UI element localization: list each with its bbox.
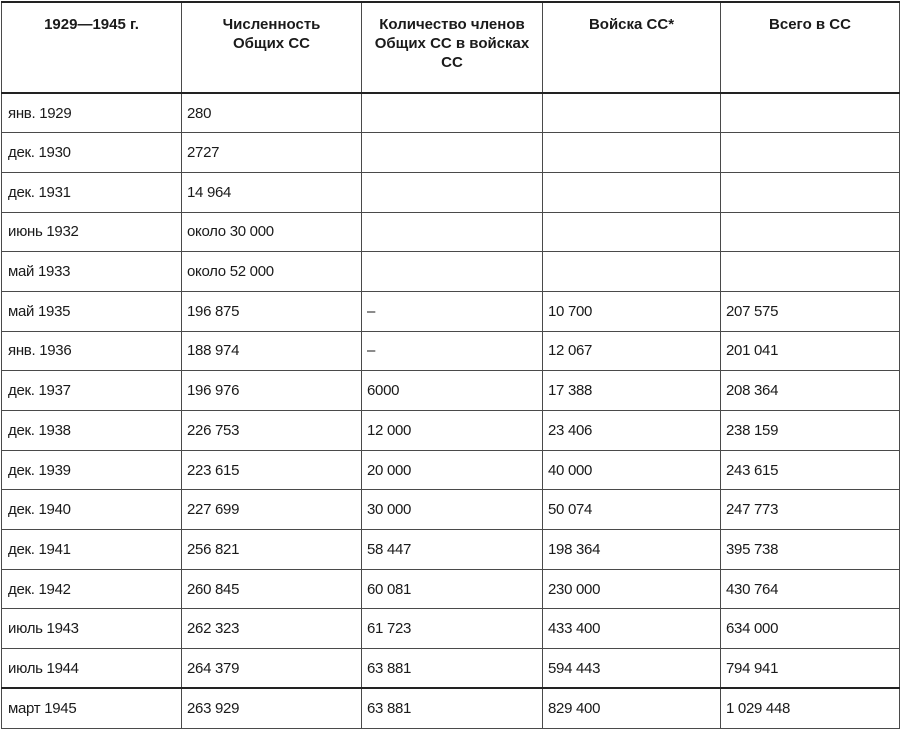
table-row [2, 688, 900, 728]
cell-date: дек. 1930 [2, 133, 182, 173]
cell-date: март 1945 [2, 688, 182, 728]
cell-general-ss-in-waffen: 20 000 [362, 450, 543, 490]
table-body [2, 93, 900, 728]
ss-membership-table [1, 1, 900, 729]
cell-total: 1 029 448 [721, 688, 900, 728]
table-row [2, 609, 900, 649]
cell-total: 395 738 [721, 530, 900, 570]
cell-general-ss-in-waffen [362, 252, 543, 292]
cell-waffen-ss: 433 400 [543, 609, 721, 649]
cell-date: дек. 1938 [2, 411, 182, 451]
cell-waffen-ss: 40 000 [543, 450, 721, 490]
cell-date: янв. 1936 [2, 331, 182, 371]
cell-date: июнь 1932 [2, 212, 182, 252]
cell-general-ss-in-waffen [362, 172, 543, 212]
cell-waffen-ss: 829 400 [543, 688, 721, 728]
cell-general-ss-in-waffen: 60 081 [362, 569, 543, 609]
table-row [2, 411, 900, 451]
cell-date: дек. 1942 [2, 569, 182, 609]
cell-general-ss: 260 845 [182, 569, 362, 609]
cell-general-ss-in-waffen: 63 881 [362, 649, 543, 689]
cell-date: июль 1944 [2, 649, 182, 689]
cell-date: янв. 1929 [2, 93, 182, 133]
cell-date: май 1935 [2, 291, 182, 331]
cell-waffen-ss: 198 364 [543, 530, 721, 570]
cell-waffen-ss [543, 212, 721, 252]
cell-general-ss: около 52 000 [182, 252, 362, 292]
cell-general-ss: 14 964 [182, 172, 362, 212]
table-row [2, 93, 900, 133]
cell-total: 208 364 [721, 371, 900, 411]
cell-date: июль 1943 [2, 609, 182, 649]
cell-general-ss-in-waffen: 63 881 [362, 688, 543, 728]
cell-general-ss: 227 699 [182, 490, 362, 530]
header-period: 1929—1945 г. [2, 2, 182, 93]
cell-waffen-ss [543, 172, 721, 212]
cell-total: 243 615 [721, 450, 900, 490]
cell-general-ss: 263 929 [182, 688, 362, 728]
cell-date: дек. 1931 [2, 172, 182, 212]
table-row [2, 450, 900, 490]
cell-waffen-ss: 230 000 [543, 569, 721, 609]
cell-waffen-ss: 12 067 [543, 331, 721, 371]
cell-general-ss: 188 974 [182, 331, 362, 371]
table-row [2, 490, 900, 530]
cell-total [721, 172, 900, 212]
header-total-ss: Всего в СС [721, 2, 900, 93]
cell-general-ss-in-waffen: 61 723 [362, 609, 543, 649]
cell-general-ss-in-waffen [362, 133, 543, 173]
table-row [2, 371, 900, 411]
cell-total [721, 252, 900, 292]
cell-date: дек. 1937 [2, 371, 182, 411]
cell-waffen-ss: 17 388 [543, 371, 721, 411]
cell-general-ss: 280 [182, 93, 362, 133]
cell-total: 207 575 [721, 291, 900, 331]
cell-general-ss: 196 875 [182, 291, 362, 331]
cell-total: 794 941 [721, 649, 900, 689]
table-row [2, 569, 900, 609]
table-header-row [2, 2, 900, 93]
table-row [2, 172, 900, 212]
table-row [2, 212, 900, 252]
cell-total: 247 773 [721, 490, 900, 530]
header-general-ss-strength: Численность Общих СС [182, 2, 362, 93]
cell-general-ss: 196 976 [182, 371, 362, 411]
cell-general-ss-in-waffen: 30 000 [362, 490, 543, 530]
cell-waffen-ss: 50 074 [543, 490, 721, 530]
header-waffen-ss: Войска СС* [543, 2, 721, 93]
cell-total: 201 041 [721, 331, 900, 371]
header-general-ss-in-waffen-ss: Количество членов Общих СС в войсках СС [362, 2, 543, 93]
cell-general-ss: 226 753 [182, 411, 362, 451]
table-row [2, 133, 900, 173]
cell-total: 238 159 [721, 411, 900, 451]
cell-date: дек. 1939 [2, 450, 182, 490]
cell-general-ss-in-waffen: 58 447 [362, 530, 543, 570]
cell-general-ss: 264 379 [182, 649, 362, 689]
cell-general-ss: 223 615 [182, 450, 362, 490]
cell-waffen-ss: 23 406 [543, 411, 721, 451]
cell-general-ss-in-waffen [362, 212, 543, 252]
cell-total: 634 000 [721, 609, 900, 649]
cell-date: дек. 1941 [2, 530, 182, 570]
cell-general-ss-in-waffen [362, 93, 543, 133]
table-row [2, 649, 900, 689]
cell-general-ss-in-waffen: – [362, 291, 543, 331]
cell-waffen-ss [543, 252, 721, 292]
cell-waffen-ss: 10 700 [543, 291, 721, 331]
cell-waffen-ss [543, 133, 721, 173]
cell-general-ss: около 30 000 [182, 212, 362, 252]
cell-total [721, 133, 900, 173]
cell-total [721, 93, 900, 133]
cell-general-ss-in-waffen: 6000 [362, 371, 543, 411]
cell-general-ss-in-waffen: 12 000 [362, 411, 543, 451]
cell-general-ss: 256 821 [182, 530, 362, 570]
table-row [2, 530, 900, 570]
cell-general-ss: 262 323 [182, 609, 362, 649]
cell-total: 430 764 [721, 569, 900, 609]
cell-date: дек. 1940 [2, 490, 182, 530]
table-row [2, 291, 900, 331]
table-row [2, 331, 900, 371]
cell-general-ss-in-waffen: – [362, 331, 543, 371]
cell-waffen-ss: 594 443 [543, 649, 721, 689]
cell-total [721, 212, 900, 252]
cell-general-ss: 2727 [182, 133, 362, 173]
table-row [2, 252, 900, 292]
cell-waffen-ss [543, 93, 721, 133]
cell-date: май 1933 [2, 252, 182, 292]
